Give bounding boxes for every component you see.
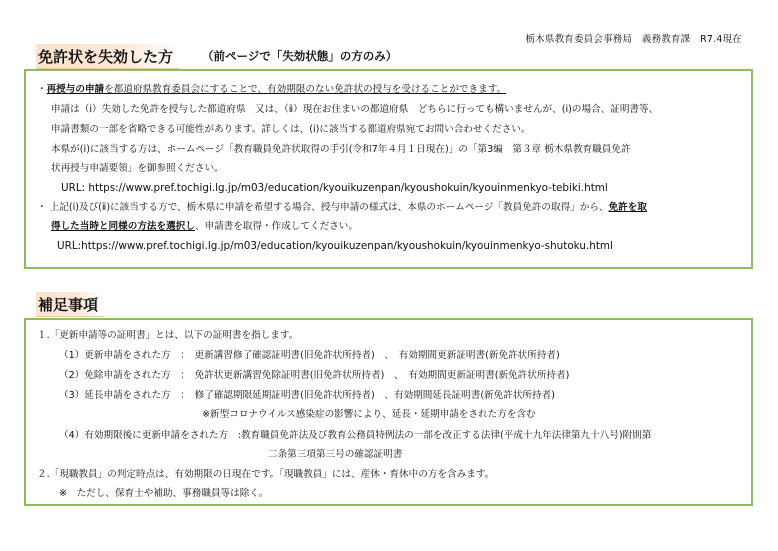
p1-bullet: ・ (37, 84, 47, 95)
p2-line1-b: 免許を取 (608, 202, 647, 213)
note-corona: ※新型コロナウイルス感染症の影響により、延長・延期申請をされた方を含む (202, 409, 536, 420)
p2-bullet: ・ (37, 202, 47, 213)
header-org: 栃木県教育委員会事務局 義務教育課 R7.4現在 (525, 34, 742, 45)
p1-lead-bold: 再授与の申請 (46, 84, 105, 95)
p2-url-link[interactable]: URL:https://www.pref.tochigi.lg.jp/m03/education/kyouikuzenpan/kyoushokuin/kyouinmenkyo-shutoku.html (57, 240, 613, 252)
p1-line5: 状再授与申請要領」を御参照ください。 (51, 163, 224, 174)
p2-line2-b: 、申請書を取得・作成してください。 (194, 221, 358, 232)
p2-line2 (51, 221, 358, 233)
cert-row-3: （3）延長申請をされた方 ： 修了確認期限延期証明書(旧免許状所持者) 、有効期間延長証明書(新免許状所持者) (59, 390, 555, 401)
cert-row-1: （1）更新申請をされた方 ： 更新講習修了確認証明書(旧免許状所持者) 、 有効期間更新証明書(新免許状所持者) (59, 350, 560, 361)
p2-line1 (37, 202, 647, 214)
p2-line1-a: 上記(ⅰ)及び(ⅱ)に該当する方で、栃木県に申請を希望する場合、授与申請の様式は、本県のホームページ「教員免許の取得」から、 (49, 202, 609, 213)
section1-subtitle: （前ページで「失効状態」の方のみ） (202, 49, 398, 63)
p1-url-link[interactable]: URL: https://www.pref.tochigi.lg.jp/m03/education/kyouikuzenpan/kyoushokuin/kyouinmenkyo-tebiki.html (61, 182, 608, 194)
cert-row-4-line1: （4）有効期限後に更新申請をされた方 :教育職員免許法及び教育公務員特例法の一部を改正する法律(平成十九年法律第九十八号)附則第 (59, 430, 652, 441)
section2-title: 補足事項 (36, 292, 104, 317)
item2-text: ２.「現職教員」の判定時点は、有効期限の日現在です。「現職教員」には、産休・育休中の方を含みます。 (37, 469, 495, 480)
note-last: ※ ただし、保育士や補助、事務職員等は除く。 (59, 488, 269, 499)
p1-line4: 本県が(ⅰ)に該当する方は、ホームページ「教育職員免許状取得の手引(令和7年４月１日現在)」の「第3編 第３章 栃木県教育職員免許 (51, 144, 631, 155)
p1-lead-rest: を都道府県教育委員会にすることで、有効期限のない免許状の授与を受けることができます。 (104, 84, 507, 95)
item1-text: １.「更新申請等の証明書」とは、以下の証明書を指します。 (37, 330, 299, 341)
p2-line2-a: 得した当時と同様の方法を選択し (51, 221, 195, 232)
p1-line3: 申請書類の一部を省略できる可能性があります。詳しくは、(ⅰ)に該当する都道府県宛てお問い合わせください。 (51, 124, 531, 135)
cert-row-4-line2: 二条第三項第三号の確認証明書 (268, 449, 403, 460)
p1-line2: 申請は（ⅰ）失効した免許を授与した都道府県 又は、（ⅱ）現在お住まいの都道府県 どちらに行っても構いませんが、(ⅰ)の場合、証明書等、 (51, 104, 659, 115)
cert-row-2: （2）免除申請をされた方 ： 免許状更新講習免除証明書(旧免許状所持者) 、 有効期間更新証明書(新免許状所持者) (59, 370, 570, 381)
section1-title: 免許状を失効した方 (36, 44, 179, 69)
p1-line1 (37, 84, 506, 96)
